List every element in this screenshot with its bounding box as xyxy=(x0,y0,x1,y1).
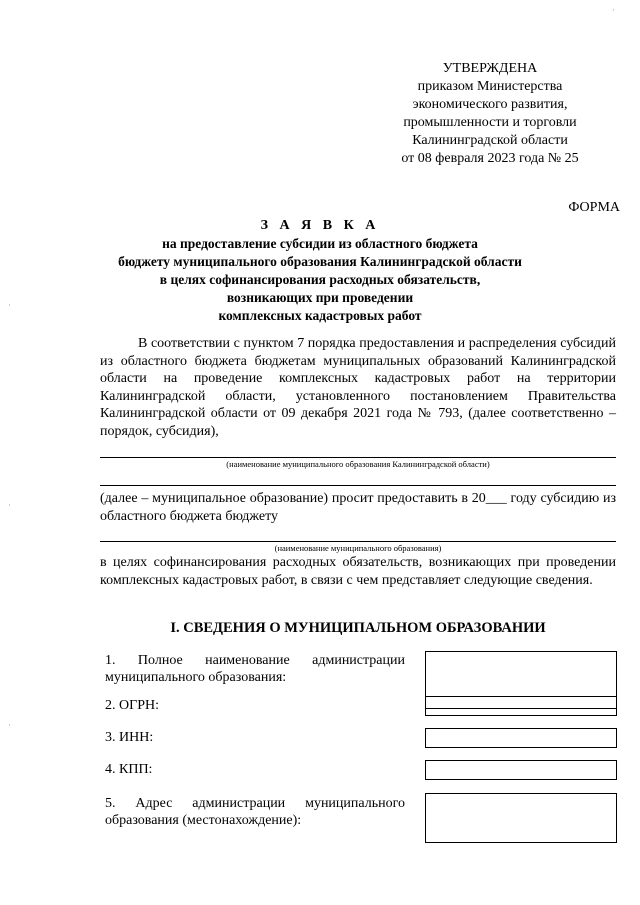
scan-mark: · xyxy=(8,300,11,310)
inn-field[interactable] xyxy=(425,728,617,748)
approval-line: Калининградской области xyxy=(412,133,568,148)
section-title: I. СВЕДЕНИЯ О МУНИЦИПАЛЬНОМ ОБРАЗОВАНИИ xyxy=(170,620,546,636)
scan-mark: · xyxy=(8,720,11,730)
fill-line xyxy=(100,457,616,458)
approval-date: от 08 февраля 2023 года № 25 xyxy=(401,151,579,166)
fill-line-caption: (наименование муниципального образования) xyxy=(274,543,442,553)
intro-paragraph: В соответствии с пунктом 7 порядка предоставления и распределения субсидий из областного бюджета бюджетам муниципальных образований Калининградской области на проведение комплексных кадастровых работ на территории Калининградской области, установленного постановлением Правительства Калининградской области от 09 декабря 2021 года № 793, (далее соответственно – порядок, субсидия), xyxy=(100,336,616,439)
fill-line xyxy=(100,485,616,486)
document-title xyxy=(20,217,620,325)
title-line: комплексных кадастровых работ xyxy=(218,308,422,323)
ogrn-field[interactable] xyxy=(425,696,617,716)
kpp-field[interactable] xyxy=(425,760,617,780)
title-line: в целях софинансирования расходных обязательств, xyxy=(159,272,481,287)
scan-mark: · xyxy=(8,500,11,510)
title-line: бюджету муниципального образования Калининградской области xyxy=(118,254,522,269)
field-label-full-name: 1. Полное наименование администрации муниципального образования: xyxy=(105,653,405,685)
approval-block xyxy=(380,60,600,168)
field-label-address: 5. Адрес администрации муниципального образования (местонахождение): xyxy=(105,796,405,828)
scan-mark: · xyxy=(612,5,615,15)
field-label-kpp: 4. КПП: xyxy=(105,762,153,777)
title-heading: З А Я В К А xyxy=(260,218,380,233)
request-paragraph: (далее – муниципальное образование) просит предоставить в 20___ году субсидию из областного бюджета бюджету xyxy=(100,491,616,524)
approval-line: промышленности и торговли xyxy=(403,115,577,130)
title-line: возникающих при проведении xyxy=(226,290,414,305)
purpose-paragraph: в целях софинансирования расходных обязательств, возникающих при проведении комплексных кадастровых работ, в связи с чем представляет следующие сведения. xyxy=(100,555,616,588)
address-field[interactable] xyxy=(425,793,617,843)
field-label-inn: 3. ИНН: xyxy=(105,730,154,745)
approval-line: экономического развития, xyxy=(412,97,568,112)
approval-heading: УТВЕРЖДЕНА xyxy=(442,61,538,76)
title-line: на предоставление субсидии из областного бюджета xyxy=(162,236,478,251)
fill-line xyxy=(100,541,616,542)
fill-line-caption: (наименование муниципального образования Калининградской области) xyxy=(226,459,490,469)
approval-line: приказом Министерства xyxy=(417,79,563,94)
form-label: ФОРМА xyxy=(568,200,620,215)
field-label-ogrn: 2. ОГРН: xyxy=(105,698,159,713)
